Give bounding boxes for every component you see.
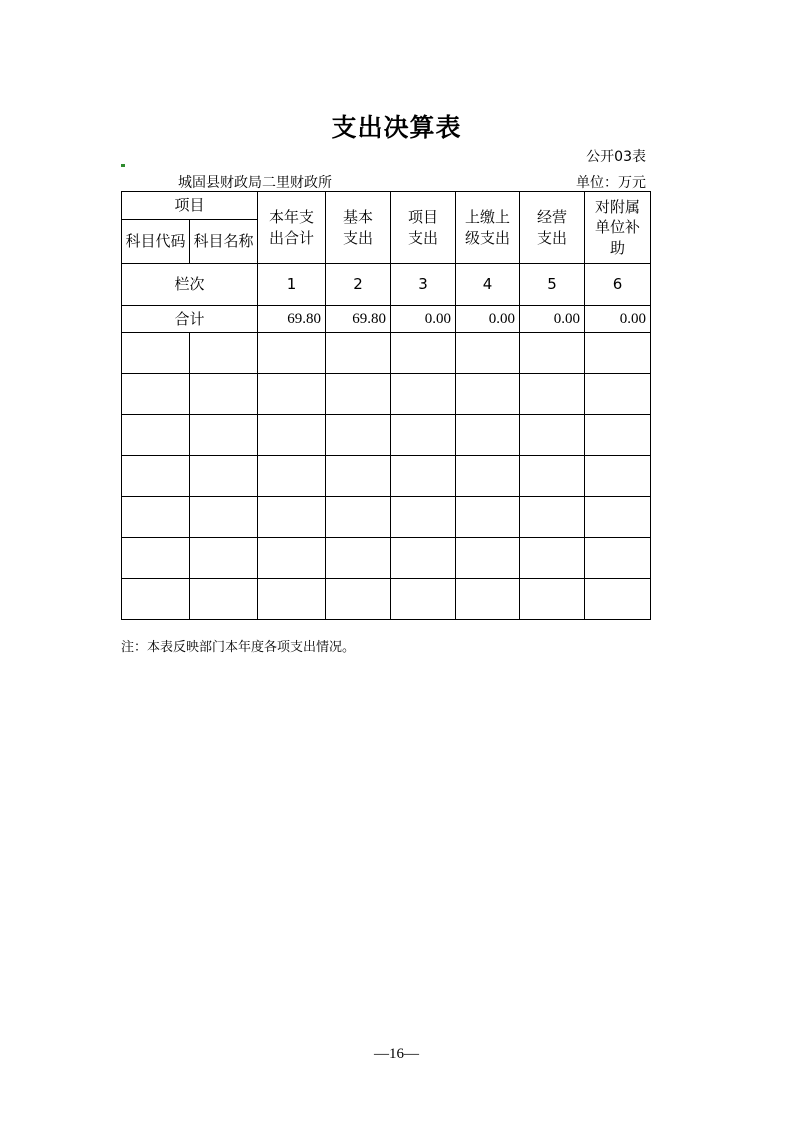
- table-row: [122, 579, 651, 620]
- column-index-cell: 2: [326, 264, 391, 306]
- column-index-cell: 1: [258, 264, 326, 306]
- header-operating: 经营支出: [520, 192, 585, 264]
- empty-cell: [456, 497, 520, 538]
- empty-cell: [391, 415, 456, 456]
- empty-cell: [391, 333, 456, 374]
- empty-cell: [326, 374, 391, 415]
- total-value-cell: 69.80: [326, 306, 391, 333]
- header-basic: 基本支出: [326, 192, 391, 264]
- empty-cell: [122, 579, 190, 620]
- empty-cell: [456, 579, 520, 620]
- header-subject-name: 科目名称: [190, 220, 258, 264]
- unit-label: 单位：万元: [576, 175, 646, 191]
- empty-cell: [258, 374, 326, 415]
- empty-cell: [326, 456, 391, 497]
- empty-cell: [190, 333, 258, 374]
- header-total: 本年支出合计: [258, 192, 326, 264]
- empty-cell: [520, 374, 585, 415]
- table-row: [122, 374, 651, 415]
- column-index-label: 栏次: [122, 264, 258, 306]
- empty-cell: [190, 579, 258, 620]
- table-row: [122, 333, 651, 374]
- empty-cell: [391, 497, 456, 538]
- organization-name: 城固县财政局二里财政所: [178, 175, 332, 191]
- empty-cell: [520, 538, 585, 579]
- empty-cell: [585, 415, 651, 456]
- column-index-cell: 5: [520, 264, 585, 306]
- table-row: [122, 538, 651, 579]
- total-value-cell: 69.80: [258, 306, 326, 333]
- empty-cell: [326, 333, 391, 374]
- empty-cell: [258, 415, 326, 456]
- empty-cell: [258, 497, 326, 538]
- empty-cell: [326, 497, 391, 538]
- table-note: 注：本表反映部门本年度各项支出情况。: [121, 640, 356, 655]
- empty-cell: [326, 538, 391, 579]
- empty-cell: [122, 497, 190, 538]
- empty-cell: [326, 415, 391, 456]
- empty-cell: [520, 579, 585, 620]
- header-subject-code: 科目代码: [122, 220, 190, 264]
- page-title: 支出决算表: [331, 113, 462, 142]
- empty-cell: [122, 333, 190, 374]
- table-row: [122, 497, 651, 538]
- empty-cell: [456, 538, 520, 579]
- form-number: 公开03表: [586, 149, 646, 165]
- empty-cell: [520, 456, 585, 497]
- empty-cell: [585, 333, 651, 374]
- cell-marker-icon: [121, 164, 125, 167]
- empty-cell: [520, 333, 585, 374]
- table-row: [122, 415, 651, 456]
- column-index-cell: 6: [585, 264, 651, 306]
- empty-cell: [190, 456, 258, 497]
- empty-cell: [258, 456, 326, 497]
- empty-cell: [456, 456, 520, 497]
- empty-cell: [190, 497, 258, 538]
- expenditure-table: [121, 191, 651, 620]
- empty-cell: [122, 374, 190, 415]
- empty-cell: [391, 456, 456, 497]
- empty-cell: [326, 579, 391, 620]
- total-row-label: 合计: [122, 306, 258, 333]
- empty-cell: [520, 497, 585, 538]
- empty-cell: [190, 374, 258, 415]
- column-index-cell: 4: [456, 264, 520, 306]
- header-remit-upper: 上缴上级支出: [456, 192, 520, 264]
- empty-cell: [258, 538, 326, 579]
- empty-cell: [122, 538, 190, 579]
- empty-cell: [585, 497, 651, 538]
- empty-cell: [585, 579, 651, 620]
- empty-cell: [585, 538, 651, 579]
- column-index-cell: 3: [391, 264, 456, 306]
- empty-cell: [258, 333, 326, 374]
- empty-cell: [456, 374, 520, 415]
- total-value-cell: 0.00: [585, 306, 651, 333]
- empty-cell: [190, 415, 258, 456]
- page-number: —16—: [374, 1046, 419, 1062]
- header-subsidy: 对附属单位补助: [585, 192, 651, 264]
- empty-cell: [190, 538, 258, 579]
- empty-cell: [122, 415, 190, 456]
- empty-cell: [520, 415, 585, 456]
- total-value-cell: 0.00: [391, 306, 456, 333]
- table-row: [122, 456, 651, 497]
- total-value-cell: 0.00: [520, 306, 585, 333]
- empty-cell: [456, 333, 520, 374]
- empty-cell: [122, 456, 190, 497]
- header-project: 项目支出: [391, 192, 456, 264]
- empty-cell: [391, 538, 456, 579]
- empty-cell: [585, 456, 651, 497]
- empty-cell: [391, 374, 456, 415]
- empty-cell: [585, 374, 651, 415]
- header-item: 项目: [122, 192, 258, 220]
- empty-cell: [258, 579, 326, 620]
- total-value-cell: 0.00: [456, 306, 520, 333]
- empty-cell: [391, 579, 456, 620]
- empty-cell: [456, 415, 520, 456]
